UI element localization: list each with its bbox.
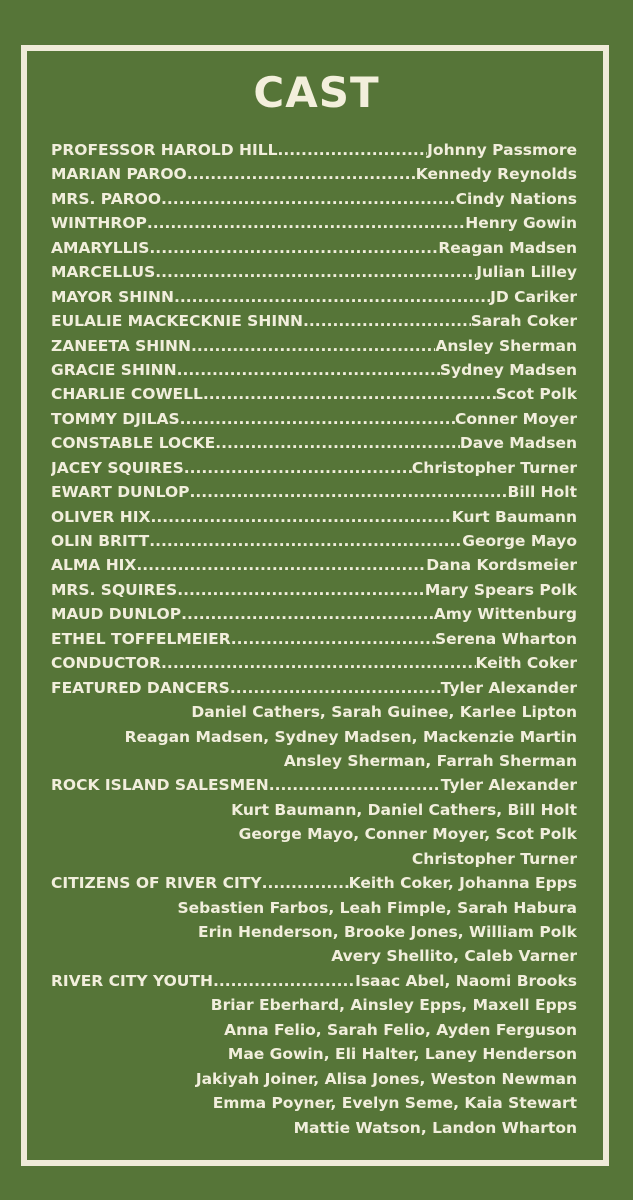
group-continuation-line: Kurt Baumann, Daniel Cathers, Bill Holt xyxy=(231,800,577,819)
role-name: CONSTABLE LOCKE xyxy=(51,434,216,453)
actor-name: Julian Lilley xyxy=(476,263,577,282)
actor-name: Sydney Madsen xyxy=(439,360,577,379)
cast-entry xyxy=(51,553,577,577)
role-name: MARIAN PAROO xyxy=(51,165,187,184)
role-name: ZANEETA SHINN xyxy=(51,336,191,355)
actor-name: Kurt Baumann xyxy=(451,507,577,526)
actor-name: Bill Holt xyxy=(507,483,577,502)
actor-name: Dana Kordsmeier xyxy=(426,556,577,575)
group-continuation-line: Briar Eberhard, Ainsley Epps, Maxell Epps xyxy=(210,996,577,1015)
role-name: JACEY SQUIRES xyxy=(51,458,184,477)
role-name: CHARLIE COWELL xyxy=(51,385,203,404)
cast-entry xyxy=(51,334,577,358)
leader-dots xyxy=(149,236,438,260)
group-continuation-line: Jakiyah Joiner, Alisa Jones, Weston Newman xyxy=(195,1069,577,1088)
group-first-actor: Keith Coker, Johanna Epps xyxy=(348,874,577,893)
role-name: TOMMY DJILAS xyxy=(51,409,180,428)
cast-entry xyxy=(51,529,577,553)
group-role-name: RIVER CITY YOUTH xyxy=(51,971,213,990)
role-name: GRACIE SHINN xyxy=(51,360,177,379)
role-name: EWART DUNLOP xyxy=(51,483,190,502)
leader-dots xyxy=(161,651,475,675)
group-continuation-line: Ansley Sherman, Farrah Sherman xyxy=(283,751,577,770)
role-name: MRS. PAROO xyxy=(51,189,162,208)
leader-dots xyxy=(231,627,435,651)
actor-name: Keith Coker xyxy=(475,654,577,673)
cast-entry xyxy=(51,456,577,480)
group-continuation-line: Mae Gowin, Eli Halter, Laney Henderson xyxy=(227,1045,577,1064)
leader-dots xyxy=(149,529,462,553)
role-name: WINTHROP xyxy=(51,214,147,233)
role-name: MARCELLUS xyxy=(51,263,156,282)
actor-name: JD Cariker xyxy=(490,287,577,306)
role-name: MAUD DUNLOP xyxy=(51,605,182,624)
cast-entry xyxy=(51,236,577,260)
role-name: ALMA HIX xyxy=(51,556,137,575)
group-entry xyxy=(51,969,577,993)
role-name: MRS. SQUIRES xyxy=(51,580,178,599)
leader-dots xyxy=(189,480,507,504)
actor-name: Johnny Passmore xyxy=(427,141,577,159)
role-name: AMARYLLIS xyxy=(51,238,150,257)
leader-dots xyxy=(215,431,460,455)
group-continuation-line: Erin Henderson, Brooke Jones, William Polk xyxy=(198,923,577,941)
leader-dots xyxy=(177,358,440,382)
role-name: OLIN BRITT xyxy=(51,532,150,550)
cast-entry xyxy=(51,407,577,431)
actor-name: Mary Spears Polk xyxy=(424,580,577,599)
role-name: ETHEL TOFFELMEIER xyxy=(51,629,231,648)
role-name: EULALIE MACKECKNIE SHINN xyxy=(51,312,304,331)
group-continuation-line: Christopher Turner xyxy=(411,849,577,868)
actor-name: George Mayo xyxy=(462,532,577,550)
actor-name: Sarah Coker xyxy=(470,312,577,331)
cast-entry xyxy=(51,651,577,675)
role-name: PROFESSOR HAROLD HILL xyxy=(51,141,278,159)
group-continuation-line: Mattie Watson, Landon Wharton xyxy=(293,1118,577,1137)
leader-dots xyxy=(191,334,435,358)
group-first-actor: Tyler Alexander xyxy=(440,678,577,697)
group-continuation-line: Sebastien Farbos, Leah Fimple, Sarah Habura xyxy=(177,898,577,917)
cast-entry xyxy=(51,162,577,186)
group-role-name: CITIZENS OF RIVER CITY xyxy=(51,874,262,893)
actor-name: Scot Polk xyxy=(495,385,577,404)
cast-entry xyxy=(51,260,577,284)
group-continuation-line: Reagan Madsen, Sydney Madsen, Mackenzie Martin xyxy=(124,727,577,746)
group-continuation-line: George Mayo, Conner Moyer, Scot Polk xyxy=(238,825,577,844)
actor-name: Conner Moyer xyxy=(455,409,577,428)
group-continuation-line: Emma Poyner, Evelyn Seme, Kaia Stewart xyxy=(212,1094,577,1113)
cast-entry xyxy=(51,382,577,406)
cast-entry xyxy=(51,627,577,651)
leader-dots xyxy=(181,602,434,626)
actor-name: Serena Wharton xyxy=(434,629,577,648)
group-role-name: FEATURED DANCERS xyxy=(51,678,230,697)
cast-entry xyxy=(51,138,577,162)
leader-dots xyxy=(136,553,426,577)
group-continuation-line: Daniel Cathers, Sarah Guinee, Karlee Lipton xyxy=(191,703,577,722)
role-name: OLIVER HIX xyxy=(51,507,151,526)
actor-name: Amy Wittenburg xyxy=(433,605,577,624)
cast-entry xyxy=(51,358,577,382)
group-continuation-line: Avery Shellito, Caleb Varner xyxy=(331,947,577,966)
leader-dots xyxy=(303,309,471,333)
cast-entry xyxy=(51,578,577,602)
actor-name: Reagan Madsen xyxy=(438,238,577,257)
cast-entry xyxy=(51,285,577,309)
group-entry xyxy=(51,871,577,895)
actor-name: Henry Gowin xyxy=(465,214,577,233)
group-first-actor: Isaac Abel, Naomi Brooks xyxy=(355,971,577,990)
role-name: CONDUCTOR xyxy=(51,654,162,673)
leader-dots xyxy=(262,871,349,895)
leader-dots xyxy=(161,187,456,211)
leader-dots xyxy=(203,382,496,406)
leader-dots xyxy=(213,969,355,993)
group-first-actor: Tyler Alexander xyxy=(440,776,577,795)
leader-dots xyxy=(174,285,490,309)
leader-dots xyxy=(180,407,455,431)
leader-dots xyxy=(187,162,416,186)
cast-entry xyxy=(51,211,577,235)
cast-entry xyxy=(51,187,577,211)
actor-name: Christopher Turner xyxy=(411,458,577,477)
leader-dots xyxy=(269,773,441,797)
leader-dots xyxy=(150,505,451,529)
group-role-name: ROCK ISLAND SALESMEN xyxy=(51,776,269,795)
group-continuation-line: Anna Felio, Sarah Felio, Ayden Ferguson xyxy=(224,1020,577,1039)
leader-dots xyxy=(230,676,441,700)
cast-entry xyxy=(51,480,577,504)
cast-list xyxy=(51,138,577,1140)
cast-title: CAST xyxy=(253,68,380,117)
cast-entry xyxy=(51,505,577,529)
actor-name: Kennedy Reynolds xyxy=(415,165,577,184)
leader-dots xyxy=(147,211,465,235)
cast-entry xyxy=(51,431,577,455)
cast-entry xyxy=(51,602,577,626)
actor-name: Cindy Nations xyxy=(455,189,577,208)
leader-dots xyxy=(177,578,425,602)
actor-name: Dave Madsen xyxy=(459,434,577,453)
role-name: MAYOR SHINN xyxy=(51,287,174,306)
leader-dots xyxy=(155,260,476,284)
group-entry xyxy=(51,676,577,700)
leader-dots xyxy=(278,138,428,162)
leader-dots xyxy=(184,456,412,480)
group-entry xyxy=(51,773,577,797)
cast-entry xyxy=(51,309,577,333)
actor-name: Ansley Sherman xyxy=(435,336,577,355)
